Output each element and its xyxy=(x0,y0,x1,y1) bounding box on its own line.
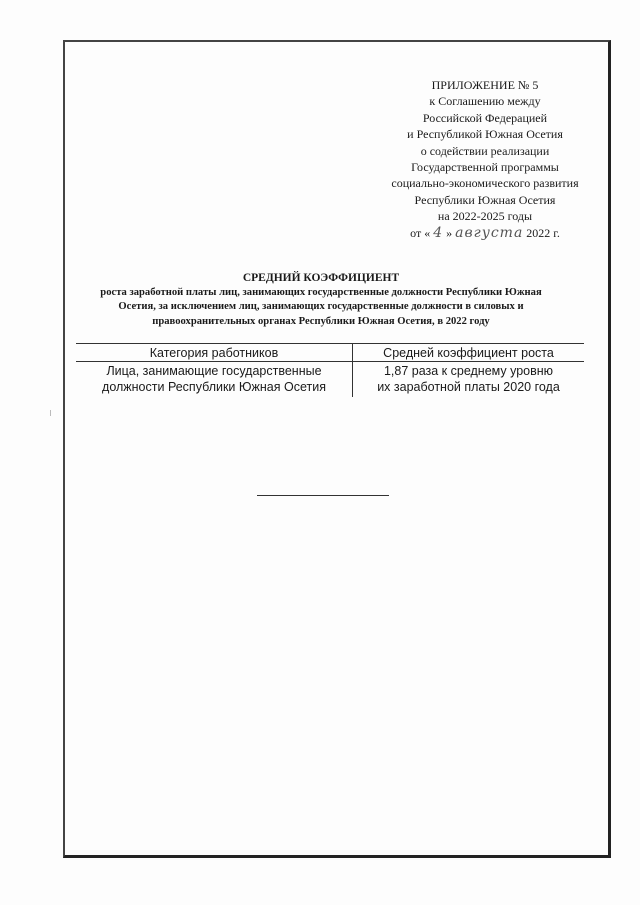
cell-line: их заработной платы 2020 года xyxy=(377,379,560,394)
appendix-line: ПРИЛОЖЕНИЕ № 5 xyxy=(431,78,539,92)
cell-coefficient xyxy=(353,362,585,398)
column-header-category: Категория работников xyxy=(76,344,353,362)
cell-category xyxy=(76,362,353,398)
appendix-line: Республики Южная Осетия xyxy=(414,192,556,207)
coefficient-table xyxy=(76,343,584,397)
date-month-handwritten: августа xyxy=(455,224,524,241)
date-mid: » xyxy=(446,225,453,240)
date-day-handwritten: 4 xyxy=(433,224,444,241)
appendix-line: социально-экономического развития xyxy=(391,176,579,191)
appendix-line: о содействии реализации xyxy=(420,143,550,158)
appendix-line: Государственной программы xyxy=(411,160,559,175)
document-title xyxy=(76,271,566,329)
table-row xyxy=(76,362,584,398)
title-line: Осетия, за исключением лиц, занимающих государственные должности в силовых и xyxy=(118,301,524,312)
title-line: правоохранительных органах Республики Южная Осетия, в 2022 году xyxy=(152,315,490,327)
appendix-header xyxy=(360,77,610,241)
agreement-date xyxy=(360,225,610,241)
cell-line: 1,87 раза к среднему уровню xyxy=(383,364,554,378)
appendix-line: к Соглашению между xyxy=(429,94,541,109)
date-prefix: от « xyxy=(410,225,431,240)
scan-mark xyxy=(50,410,51,416)
closing-rule xyxy=(257,495,389,496)
appendix-line: на 2022-2025 годы xyxy=(437,209,533,224)
title-line: роста заработной платы лиц, занимающих государственные должности Республики Южная xyxy=(100,286,542,298)
cell-line: должности Республики Южная Осетия xyxy=(102,379,326,394)
appendix-line: и Республикой Южная Осетия xyxy=(407,127,563,142)
date-suffix: 2022 г. xyxy=(526,225,560,240)
column-header-coefficient: Средней коэффициент роста xyxy=(353,344,585,362)
cell-line: Лица, занимающие государственные xyxy=(106,364,322,378)
title-main: СРЕДНИЙ КОЭФФИЦИЕНТ xyxy=(242,272,400,284)
table-header-row xyxy=(76,344,584,362)
appendix-line: Российской Федерацией xyxy=(422,110,548,125)
